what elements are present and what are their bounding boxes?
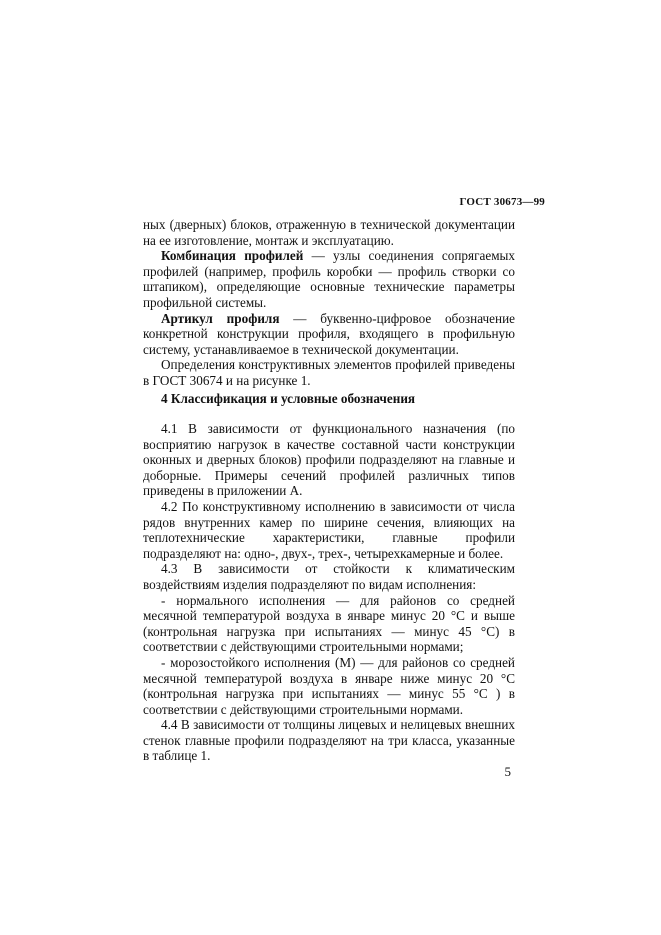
definition-paragraph-profile-article bbox=[143, 311, 515, 358]
term-profile-article: Артикул профиля bbox=[161, 310, 280, 326]
definition-paragraph-references: Определения конструктивных элементов профилей приведены в ГОСТ 30674 и на рисунке 1. bbox=[143, 357, 515, 388]
definition-paragraph-profile-combination bbox=[143, 248, 515, 310]
definition-text-profile-article: — буквенно-цифровое обозначение конкретной конструкции профиля, входящего в профильную систему, устанавливаемое в технической документации. bbox=[143, 310, 515, 357]
definitions-block bbox=[143, 217, 515, 389]
clause-4-3-frost-resistant: - морозостойкого исполнения (М) — для районов со средней месячной температурой воздуха в январе ниже минус 20 °С (контрольная нагрузка при испытаниях — минус 55 °С ) в соответствии с действующими строительными нормами. bbox=[143, 654, 515, 717]
page-number: 5 bbox=[504, 764, 511, 779]
clause-4-4: 4.4 В зависимости от толщины лицевых и нелицевых внешних стенок главные профили подразделяют на три класса, указанные в таблице 1. bbox=[143, 717, 515, 764]
clause-4-1: 4.1 В зависимости от функционального назначения (по восприятию нагрузок в качестве составной части конструкции оконных и дверных блоков) профили подразделяют на главные и доборные. Примеры сечений профилей различных типов приведены в приложении А. bbox=[143, 421, 515, 499]
section-title: 4 Классификация и условные обозначения bbox=[161, 391, 416, 406]
document-code-header: ГОСТ 30673—99 bbox=[459, 196, 545, 208]
clause-4-3: 4.3 В зависимости от стойкости к климатическим воздействиям изделия подразделяют по видам исполнения: bbox=[143, 561, 515, 592]
term-profile-combination: Комбинация профилей bbox=[161, 248, 304, 264]
clause-4-2: 4.2 По конструктивному исполнению в зависимости от числа рядов внутренних камер по ширине сечения, влияющих на теплотехнические характеристики, главные профили подразделяют на: одно-, двух-, трех-, четырехкамерные и более. bbox=[143, 498, 515, 561]
definition-paragraph-continuation: ных (дверных) блоков, отраженную в технической документации на ее изготовление, монтаж и эксплуатацию. bbox=[143, 217, 515, 248]
classification-block bbox=[143, 421, 515, 764]
definition-text-profile-combination: — узлы соединения сопрягаемых профилей (например, профиль коробки — профиль створки со штапиком), определяющие основные технические параметры профильной системы. bbox=[143, 248, 516, 310]
clause-4-3-normal: - нормального исполнения — для районов со средней месячной температурой воздуха в январе минус 20 °С и выше (контрольная нагрузка при испытаниях — минус 45 °С) в соответствии с действующими строительными нормами; bbox=[143, 592, 515, 655]
